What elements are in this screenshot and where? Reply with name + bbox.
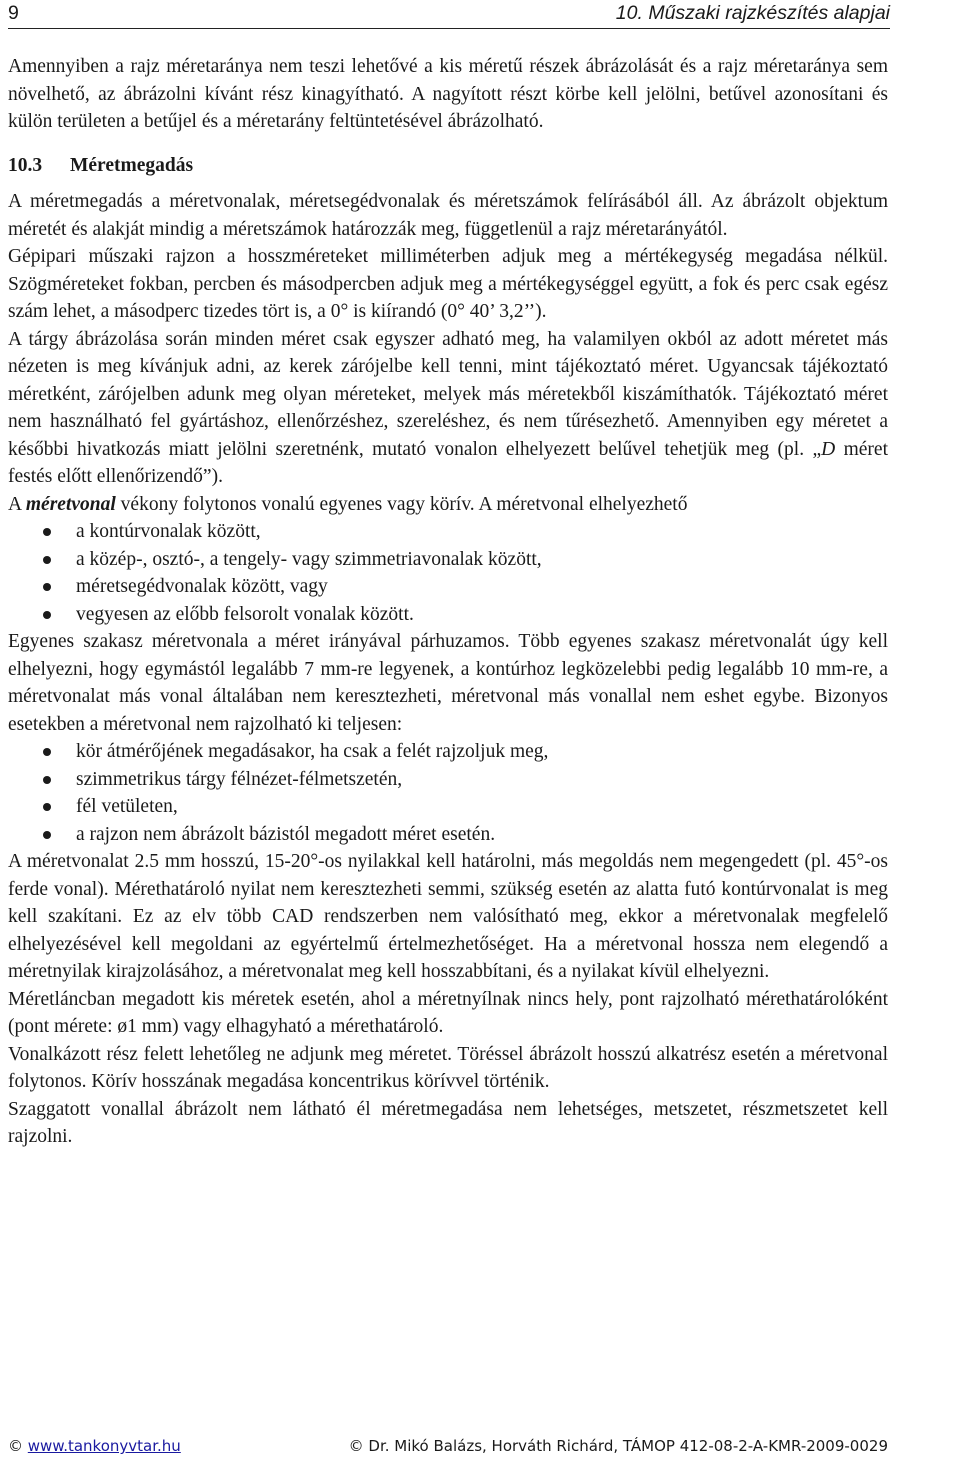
page-footer — [8, 1437, 888, 1459]
section-number: 10.3 — [8, 154, 43, 176]
paragraph-4-text: vékony folytonos vonalú egyenes vagy körív. A méretvonal elhelyezhető — [115, 493, 688, 515]
list-item-text: méretsegédvonalak között, vagy — [76, 576, 328, 597]
copyright-icon: © — [8, 1437, 23, 1455]
section-heading — [8, 152, 888, 180]
list-item-text: kör átmérőjének megadásakor, ha csak a felét rajzoljuk meg, — [76, 741, 549, 762]
page-header — [8, 0, 890, 29]
list-item — [8, 518, 888, 546]
placement-list — [8, 518, 888, 628]
list-item-text: vegyesen az előbb felsorolt vonalak között. — [76, 603, 414, 625]
paragraph-6: A méretvonalat 2.5 mm hosszú, 15-20°-os nyilakkal kell határolni, más megoldás nem megengedett (pl. 45°-os ferde vonal). Mérethatároló nyilat nem keresztezheti semmi, szükség esetén az alatta futó kontúrvonalat is meg kell szakítani. Ez az elv több CAD rendszerben nem valósítható meg, ekkor a méretvonalak megfelelő elhelyezésével kell megoldani az egyértelmű értelmezhetőséget. Ha a méretvonal hossza nem elegendő a méretnyilak kirajzolásához, a méretvonalat meg kell hosszabbítani, és a nyilakat kívül elhelyezni. — [8, 851, 888, 982]
website-link[interactable]: www.tankonyvtar.hu — [27, 1437, 181, 1455]
paragraph-3-text: A tárgy ábrázolása során minden méret csak egyszer adható meg, ha valamilyen okból az adott méretet más nézeten is meg kívánjuk adni, az kerek zárójelbe kell tenni, mint tájékoztató méret. Ugyancsak tájékoztató méretként, zárójelben adunk meg olyan méreteket, melyek más méretekből kiszámíthatók. Tájékoztató méret nem használható fel gyártáshoz, ellenőrzéshez, szereléshez, és nem tűrésezhető. Amennyiben egy méretet a későbbi hivatkozás miatt jelölni szeretnénk, mutató vonalon elhelyezett belűvel tehetjük meg (pl. „ — [8, 328, 888, 460]
bullet-icon — [43, 583, 51, 591]
footer-credit: Dr. Mikó Balázs, Horváth Richárd, TÁMOP 412-08-2-A-KMR-2009-0029 — [368, 1437, 888, 1455]
list-item-text: a közép-, osztó-, a tengely- vagy szimmetriavonalak között, — [76, 548, 542, 570]
paragraph-1: A méretmegadás a méretvonalak, méretsegédvonalak és méretszámok felírásából áll. Az ábrázolt objektum méretét és alakját mindig a méretszámok határozzák meg, függetlenül a rajz méretarányától. — [8, 191, 888, 240]
paragraph-7: Méretláncban megadott kis méretek esetén, ahol a méretnyílnak nincs hely, pont rajzolható mérethatárolóként (pont mérete: ø1 mm) vagy elhagyható a mérethatároló. — [8, 988, 888, 1037]
page-body — [8, 53, 888, 1151]
bullet-icon — [43, 776, 51, 784]
paragraph-8: Vonalkázott rész felett lehetőleg ne adjunk meg méretet. Töréssel ábrázolt hosszú alkatrész esetén a méretvonal folytonos. Körív hosszának megadása koncentrikus körívvel történik. — [8, 1043, 888, 1092]
list-item-text: a rajzon nem ábrázolt bázistól megadott méret esetén. — [76, 823, 496, 845]
bullet-icon — [43, 611, 51, 619]
bullet-icon — [43, 831, 51, 839]
bullet-icon — [43, 748, 51, 756]
partial-dimension-list — [8, 738, 888, 848]
paragraph-3 — [8, 326, 888, 491]
paragraph-4 — [8, 491, 888, 519]
list-item — [8, 601, 888, 629]
paragraph-9: Szaggatott vonallal ábrázolt nem látható él méretmegadása nem lehetséges, metszetet, részmetszetet kell rajzolni. — [8, 1098, 888, 1147]
list-item-text: szimmetrikus tárgy félnézet-félmetszetén, — [76, 768, 403, 790]
term-meretvonal: méretvonal — [25, 493, 116, 515]
footer-left — [8, 1437, 181, 1455]
paragraph-3-end: méret festés előtt ellenőrizendő”). — [8, 438, 889, 487]
copyright-icon: © — [348, 1437, 364, 1455]
list-item-text: fél vetületen, — [76, 796, 178, 817]
intro-paragraph: Amennyiben a rajz méretaránya nem teszi lehetővé a kis méretű részek ábrázolását és a rajz méretaránya sem növelhető, az ábrázolni kívánt rész kinagyítható. A nagyított részt körbe kell jelölni, betűvel azonosítani és külön területen a betűjel és a méretarány feltüntetésével ábrázolható. — [8, 56, 888, 132]
bullet-icon — [43, 803, 51, 811]
list-item — [8, 573, 888, 601]
bullet-icon — [43, 556, 51, 564]
list-item-text: a kontúrvonalak között, — [76, 521, 261, 542]
list-item — [8, 546, 888, 574]
chapter-title: 10. Műszaki rajzkészítés alapjai — [615, 2, 890, 24]
list-item — [8, 821, 888, 849]
page-number: 9 — [8, 2, 19, 24]
list-item — [8, 766, 888, 794]
list-item — [8, 793, 888, 821]
paragraph-5: Egyenes szakasz méretvonala a méret irányával párhuzamos. Több egyenes szakasz méretvonalát úgy kell elhelyezni, hogy egymástól legalább 7 mm-re legyenek, a kontúrhoz legközelebbi pedig legalább 10 mm-re, a méretvonalat más vonal általában nem keresztezheti, méretvonal más vonallal nem eshet egybe. Bizonyos esetekben a méretvonal nem rajzolható ki teljesen: — [8, 631, 888, 735]
list-item — [8, 738, 888, 766]
bullet-icon — [43, 528, 51, 536]
paragraph-2: Gépipari műszaki rajzon a hosszméreteket milliméterben adjuk meg a mértékegység megadása nélkül. Szögméreteket fokban, percben és másodpercben adjuk meg a mértékegységgel együtt, a fok és perc csak egész szám lehet, a másodperc tizedes tört is, a 0° is kiírandó (0° 40’ 3,2’’). — [8, 246, 888, 322]
section-title: Méretmegadás — [70, 154, 194, 176]
reference-letter: D — [821, 438, 836, 460]
paragraph-4-start: A — [8, 493, 26, 515]
footer-right — [349, 1437, 888, 1455]
